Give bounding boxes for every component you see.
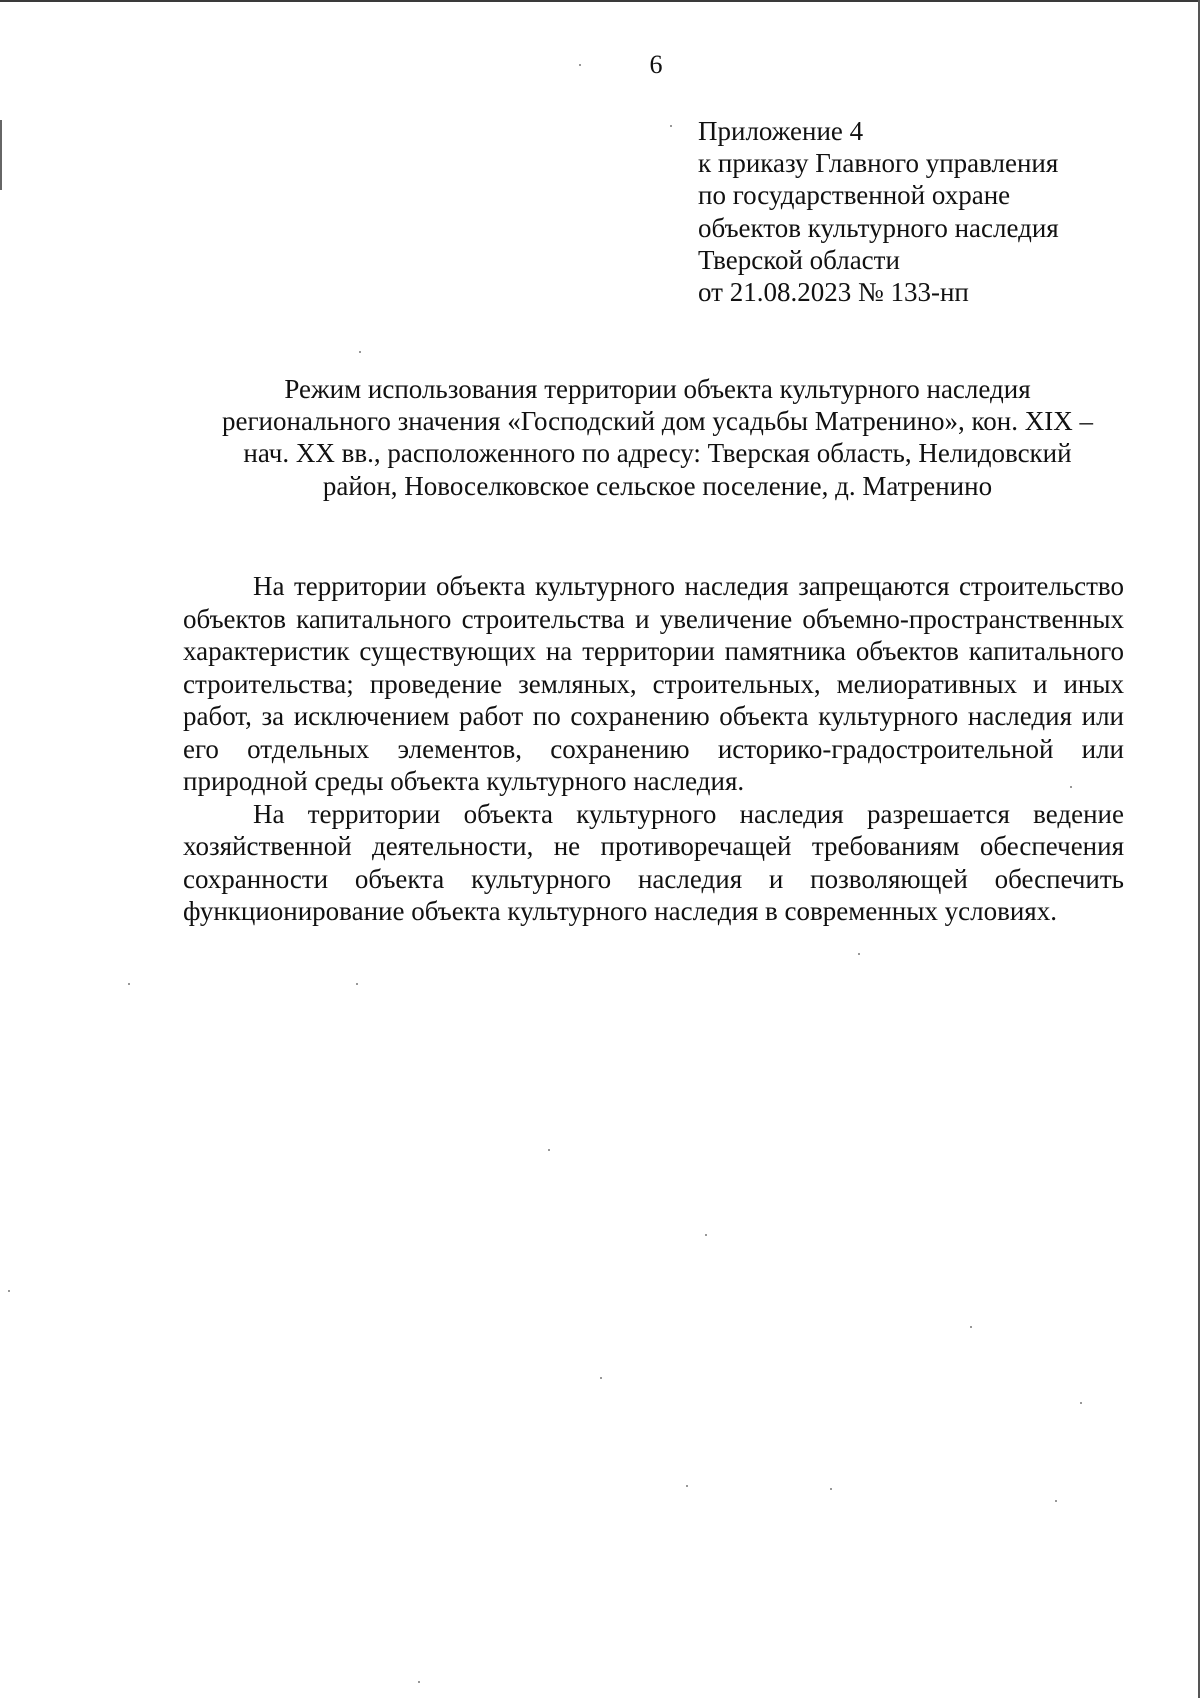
body-paragraph: На территории объекта культурного наследия разрешается ведение хозяйственной деятельности, не противоречащей требованиям обеспечения сохранности объекта культурного наследия и позволяющей обеспечить функционирование объекта культурного наследия в современных условиях.: [183, 798, 1124, 926]
scan-speck: [970, 1326, 972, 1328]
title-line: регионального значения «Господский дом усадьбы Матренино», кон. XIX –: [222, 406, 1093, 437]
scan-speck: [8, 1290, 10, 1292]
scan-edge-top: [0, 0, 1200, 2]
title-line: район, Новоселковское сельское поселение, д. Матренино: [322, 470, 993, 501]
scan-speck: [830, 1488, 832, 1490]
scan-speck: [1070, 786, 1072, 788]
appendix-line: к приказу Главного управления: [698, 148, 1059, 179]
scan-speck: [579, 64, 581, 66]
scan-speck: [418, 1681, 420, 1683]
scan-edge-left: [0, 120, 2, 190]
scan-speck: [1080, 1402, 1082, 1404]
page-number: 6: [649, 50, 663, 79]
appendix-line: Тверской области: [698, 244, 900, 275]
document-title: [180, 373, 1135, 502]
document-body: [183, 570, 1124, 928]
scan-speck: [1055, 1500, 1057, 1502]
scan-speck: [705, 1234, 707, 1236]
scan-speck: [600, 1377, 602, 1379]
scan-speck: [128, 983, 130, 985]
appendix-line: по государственной охране: [698, 180, 1011, 211]
scan-speck: [670, 125, 672, 127]
scan-speck: [686, 1485, 688, 1487]
appendix-header: [698, 115, 1158, 308]
scan-speck: [359, 351, 361, 353]
appendix-line: Приложение 4: [698, 116, 864, 146]
appendix-line: объектов культурного наследия: [698, 212, 1059, 243]
scan-speck: [858, 953, 860, 955]
title-line: нач. XX вв., расположенного по адресу: Тверская область, Нелидовский: [243, 438, 1072, 469]
scan-speck: [356, 983, 358, 985]
body-paragraph: На территории объекта культурного наследия запрещаются строительство объектов капитального строительства и увеличение объемно-пространственных характеристик существующих на территории памятника объектов капитального строительства; проведение земляных, строительных, мелиоративных и иных работ, за исключением работ по сохранению объекта культурного наследия или его отдельных элементов, сохранению историко-градостроительной или природной среды объекта культурного наследия.: [183, 571, 1124, 796]
appendix-line: от 21.08.2023 № 133-нп: [698, 277, 969, 308]
scan-speck: [548, 1149, 550, 1151]
title-line: Режим использования территории объекта культурного наследия: [284, 374, 1031, 404]
